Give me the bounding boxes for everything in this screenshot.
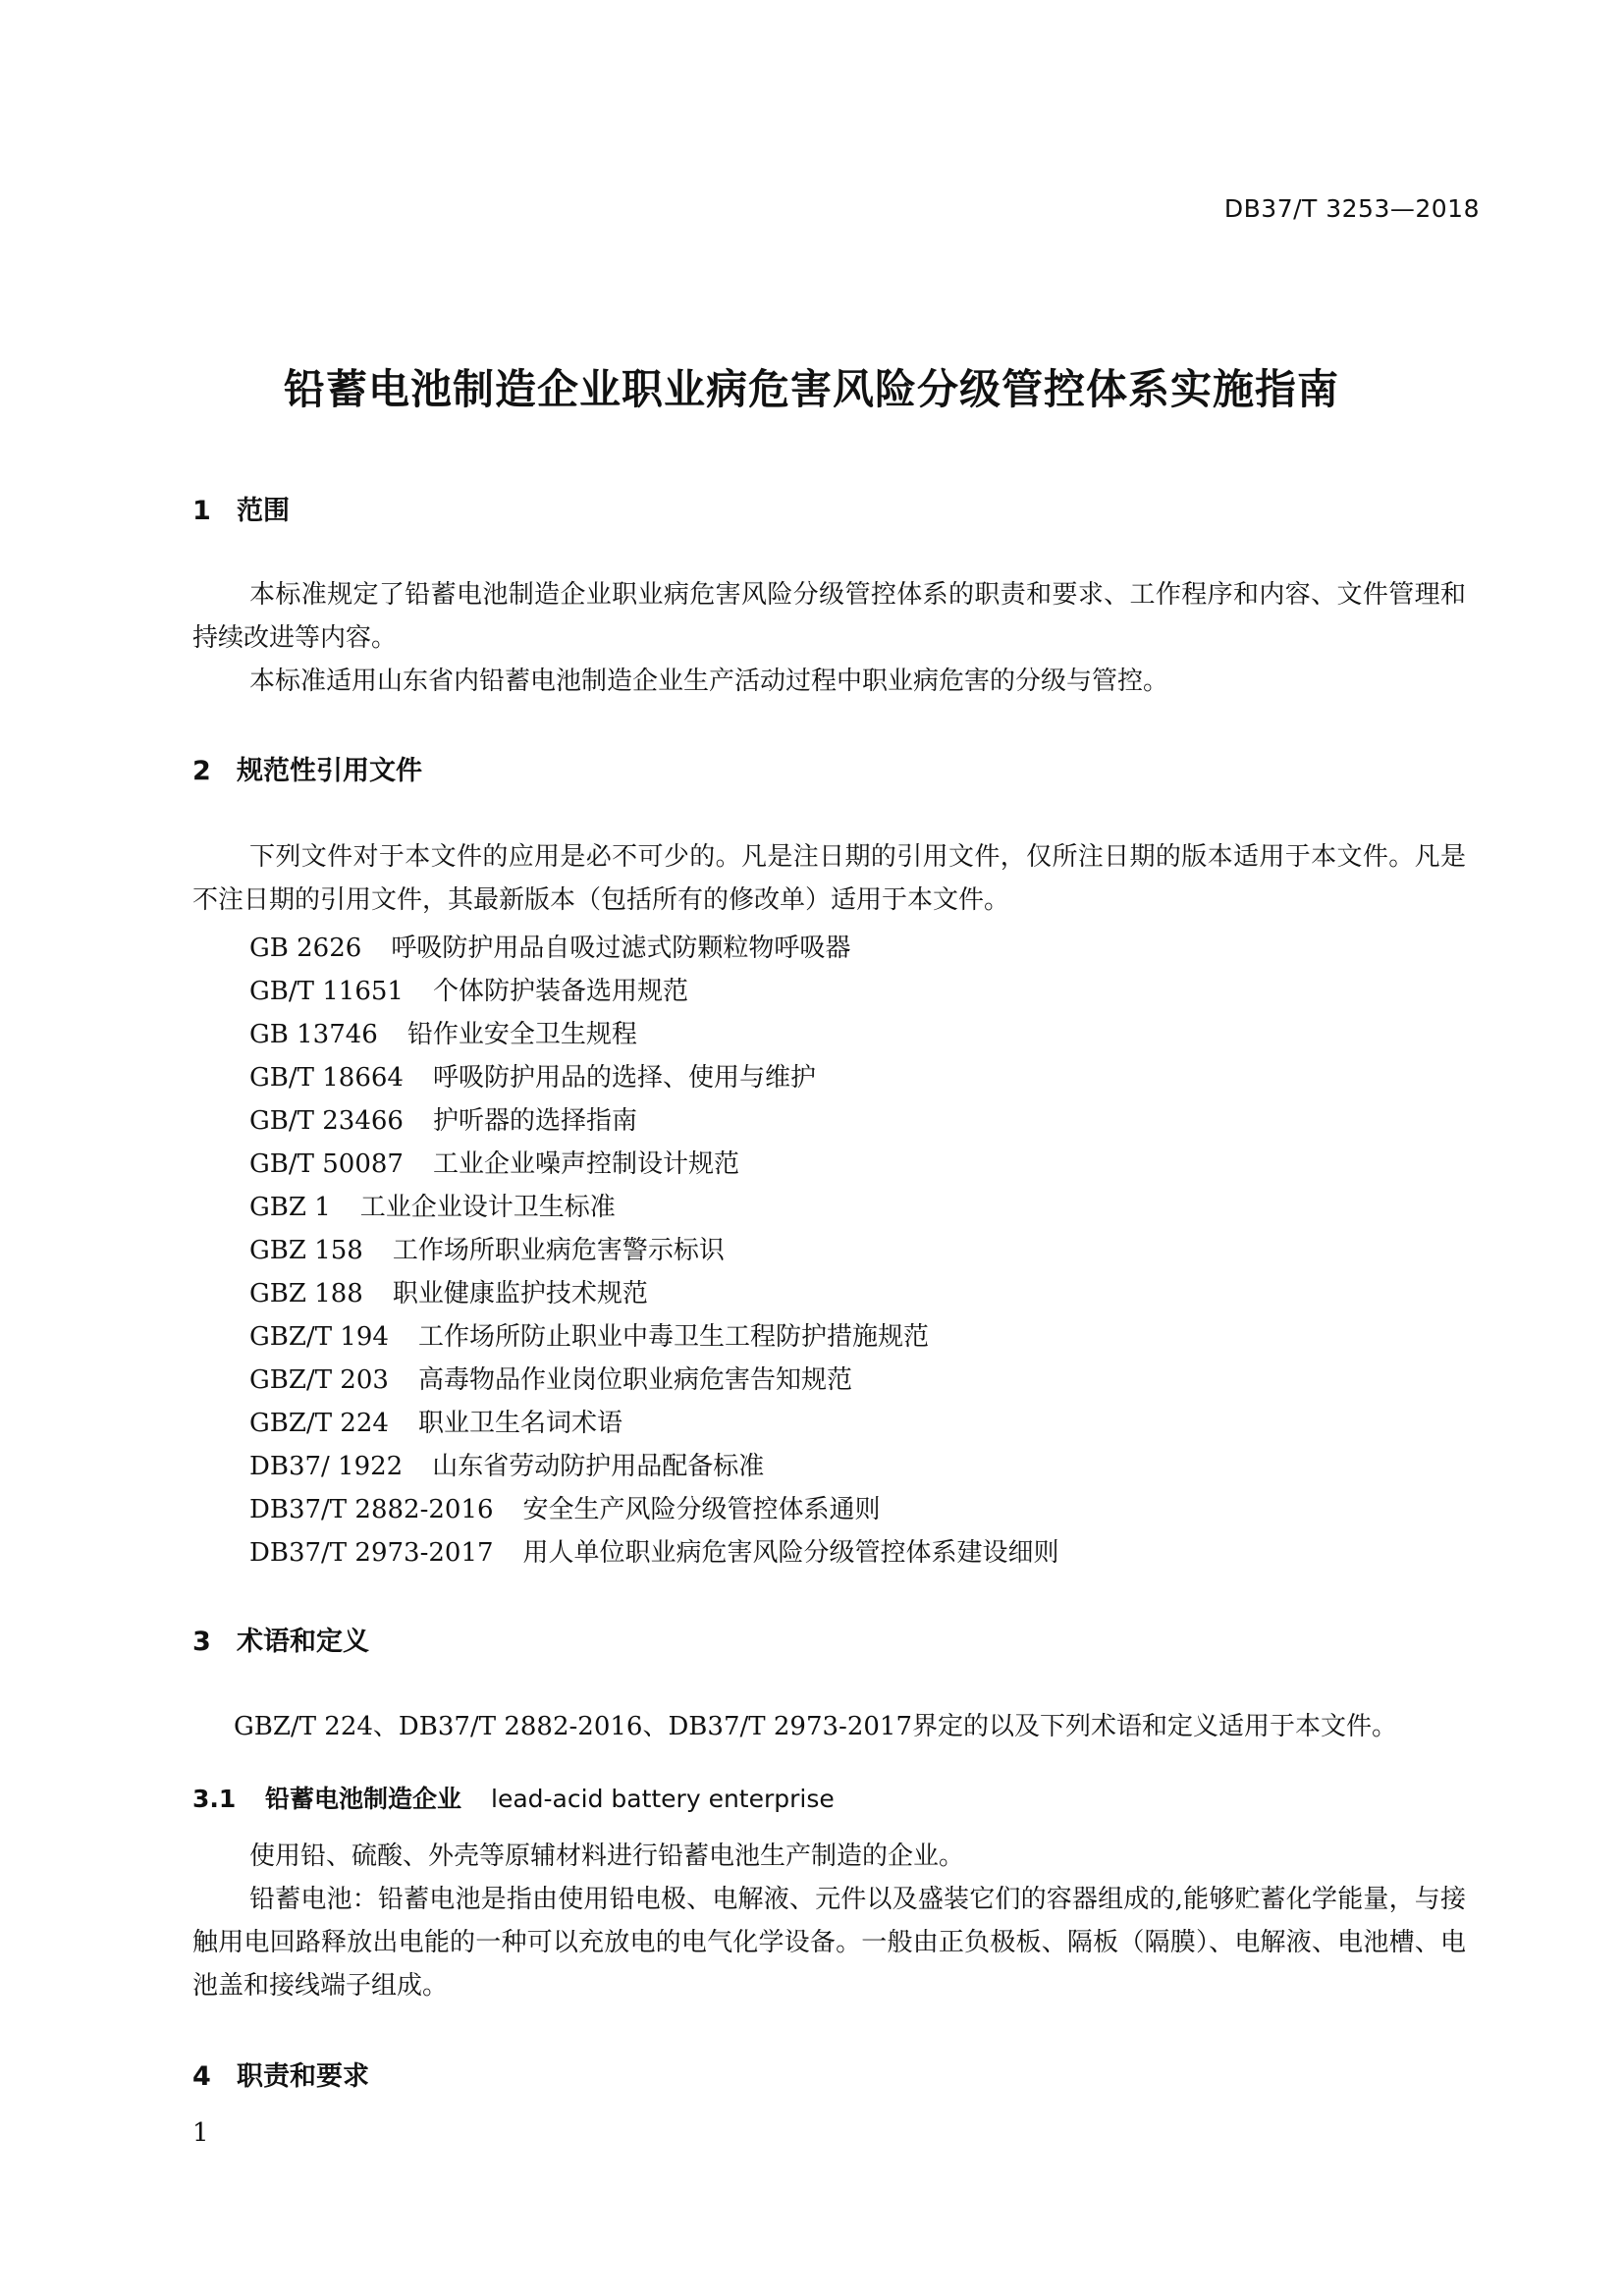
page-number: 1 (192, 2118, 209, 2148)
reference-item (249, 1446, 764, 1482)
reference-title: 工作场所职业病危害警示标识 (392, 1236, 725, 1265)
standard-code: DB37/T 3253—2018 (1223, 194, 1480, 223)
section-title: 职责和要求 (237, 2061, 369, 2092)
reference-item (249, 1489, 881, 1525)
reference-code: GB/T 18664 (249, 1063, 404, 1093)
reference-title: 工业企业设计卫生标准 (359, 1193, 616, 1222)
term-definition: 使用铅、硫酸、外壳等原辅材料进行铅蓄电池生产制造的企业。 (249, 1842, 965, 1871)
scope-paragraph-1: 本标准规定了铅蓄电池制造企业职业病危害风险分级管控体系的职责和要求、工作程序和内容、文件管理和持续改进等内容。 (192, 580, 1466, 653)
reference-title: 呼吸防护用品自吸过滤式防颗粒物呼吸器 (391, 934, 851, 963)
reference-code: DB37/T 2882-2016 (249, 1495, 494, 1524)
reference-title: 职业卫生名词术语 (417, 1409, 622, 1438)
reference-code: GB/T 23466 (249, 1106, 404, 1136)
reference-code: DB37/T 2973-2017 (249, 1538, 494, 1568)
section-number: 3 (192, 1627, 211, 1657)
reference-title: 山东省劳动防护用品配备标准 (432, 1452, 765, 1481)
term-3-1-heading (192, 1780, 835, 1815)
reference-title: 用人单位职业病危害风险分级管控体系建设细则 (522, 1538, 1059, 1568)
reference-title: 职业健康监护技术规范 (392, 1279, 648, 1308)
reference-title: 高毒物品作业岗位职业病危害告知规范 (417, 1365, 852, 1395)
reference-title: 个体防护装备选用规范 (432, 977, 688, 1006)
reference-item (249, 1360, 852, 1396)
reference-title: 护听器的选择指南 (432, 1106, 637, 1136)
reference-code: GBZ/T 194 (249, 1322, 389, 1352)
section-number: 1 (192, 496, 211, 526)
term-note: 铅蓄电池：铅蓄电池是指由使用铅电极、电解液、元件以及盛装它们的容器组成的,能够贮蓄化学能量，与接触用电回路释放出电能的一种可以充放电的电气化学设备。一般由正负极板、隔板（隔膜）、电解液、电池槽、电池盖和接线端子组成。 (192, 1885, 1466, 2001)
term-chinese: 铅蓄电池制造企业 (265, 1785, 462, 1813)
term-english: lead-acid battery enterprise (491, 1785, 835, 1813)
reference-code: GBZ 158 (249, 1236, 363, 1265)
reference-item (249, 928, 850, 964)
reference-item (249, 1014, 637, 1050)
section-3-heading (192, 1620, 369, 1658)
reference-code: DB37/ 1922 (249, 1452, 404, 1481)
reference-item (249, 1532, 1059, 1569)
reference-item (249, 971, 688, 1007)
section-title: 范围 (237, 496, 290, 526)
reference-title: 铅作业安全卫生规程 (406, 1020, 637, 1049)
reference-item (249, 1187, 616, 1223)
reference-title: 工作场所防止职业中毒卫生工程防护措施规范 (417, 1322, 929, 1352)
reference-item (249, 1230, 725, 1266)
section-1-heading (192, 489, 290, 527)
scope-paragraph-2: 本标准适用山东省内铅蓄电池制造企业生产活动过程中职业病危害的分级与管控。 (249, 667, 1169, 696)
reference-title: 安全生产风险分级管控体系通则 (522, 1495, 881, 1524)
reference-code: GBZ 1 (249, 1193, 331, 1222)
document-title: 铅蓄电池制造企业职业病危害风险分级管控体系实施指南 (283, 365, 1339, 413)
reference-item (249, 1057, 816, 1094)
section-2-heading (192, 749, 422, 787)
term-number: 3.1 (192, 1785, 237, 1813)
reference-code: GBZ 188 (249, 1279, 363, 1308)
normative-intro: 下列文件对于本文件的应用是必不可少的。凡是注日期的引用文件，仅所注日期的版本适用于本文件。凡是不注日期的引用文件，其最新版本（包括所有的修改单）适用于本文件。 (192, 842, 1466, 915)
reference-code: GBZ/T 203 (249, 1365, 389, 1395)
reference-code: GB 13746 (249, 1020, 378, 1049)
reference-code: GB/T 50087 (249, 1149, 404, 1179)
section-4-heading (192, 2055, 369, 2093)
reference-item (249, 1144, 739, 1180)
reference-code: GB 2626 (249, 934, 362, 963)
reference-code: GBZ/T 224 (249, 1409, 389, 1438)
section-title: 术语和定义 (237, 1627, 369, 1657)
reference-item (249, 1100, 637, 1137)
reference-code: GB/T 11651 (249, 977, 404, 1006)
reference-title: 工业企业噪声控制设计规范 (432, 1149, 739, 1179)
reference-item (249, 1273, 648, 1309)
reference-title: 呼吸防护用品的选择、使用与维护 (432, 1063, 816, 1093)
section-number: 4 (192, 2061, 211, 2092)
section-title: 规范性引用文件 (237, 756, 422, 786)
reference-item (249, 1403, 622, 1439)
section-number: 2 (192, 756, 211, 786)
terms-intro: GBZ/T 224、DB37/T 2882-2016、DB37/T 2973-2017界定的以及下列术语和定义适用于本文件。 (234, 1712, 1397, 1741)
reference-item (249, 1316, 929, 1353)
